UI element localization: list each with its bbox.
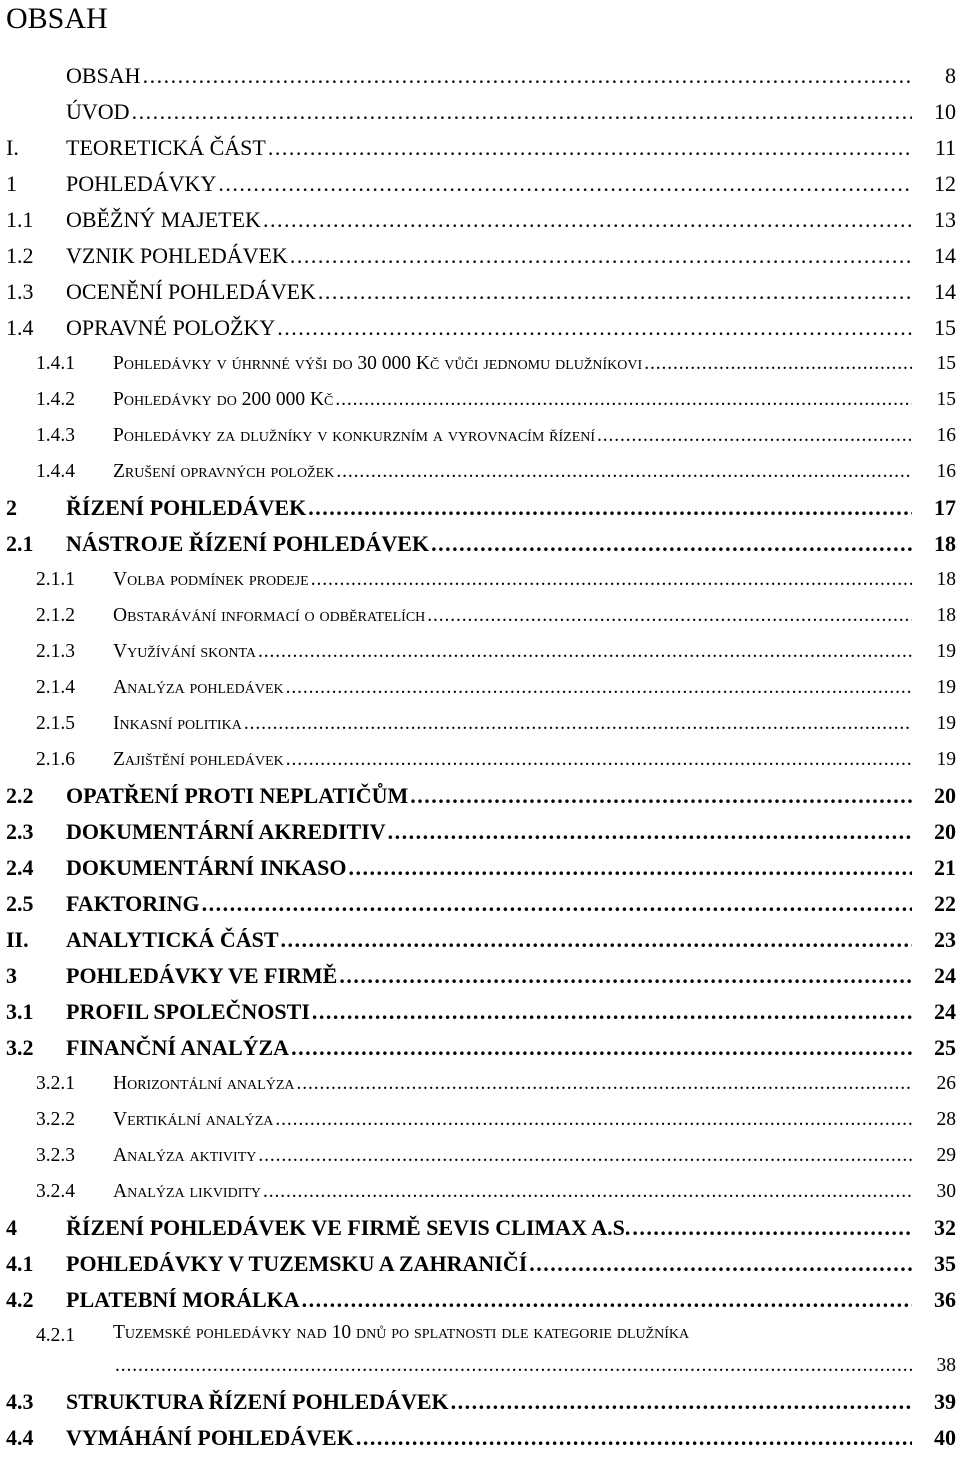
- toc-entry-title: OBSAH: [66, 63, 141, 88]
- dot-leader: [410, 778, 912, 814]
- toc-entry-page: 10: [934, 99, 956, 124]
- page-heading: OBSAH: [6, 2, 108, 35]
- toc-entry-page: 19: [936, 641, 956, 662]
- toc-entry-number: 4.4: [6, 1425, 34, 1450]
- toc-entry[interactable]: [0, 94, 960, 130]
- dot-leader: [291, 1030, 912, 1066]
- toc-entry-title: Pohledávky za dlužníky v konkurzním a vyrovnacím řízení: [113, 425, 596, 446]
- toc-entry-page: 15: [934, 315, 956, 340]
- dot-leader: [218, 166, 912, 202]
- toc-entry[interactable]: [0, 778, 960, 814]
- dot-leader: [244, 706, 912, 742]
- toc-entry-page: 19: [936, 677, 956, 698]
- dot-leader: [311, 562, 912, 598]
- toc-entry-number: 2.5: [6, 891, 34, 916]
- toc-entry-page: 36: [934, 1287, 956, 1312]
- toc-entry[interactable]: [0, 1102, 960, 1138]
- toc-entry-title: Inkasní politika: [113, 713, 242, 734]
- toc-entry[interactable]: [0, 670, 960, 706]
- toc-entry[interactable]: [0, 454, 960, 490]
- toc-entry-number: 4.1: [6, 1251, 34, 1276]
- toc-entry-page: 12: [934, 171, 956, 196]
- toc-entry[interactable]: [0, 562, 960, 598]
- dot-leader: [427, 598, 912, 634]
- toc-entry-title: Analýza likvidity: [113, 1181, 262, 1202]
- toc-entry-number: 3.2.1: [36, 1073, 75, 1094]
- toc-entry-page: 20: [934, 819, 956, 844]
- toc-entry-number: 1.4.3: [36, 425, 75, 446]
- toc-entry-page: 16: [936, 425, 956, 446]
- toc-entry[interactable]: [0, 598, 960, 634]
- dot-leader: [275, 1102, 912, 1138]
- toc-entry-number: 2.3: [6, 819, 34, 844]
- dot-leader: [268, 130, 912, 166]
- toc-entry-number: 3.2: [6, 1035, 34, 1060]
- toc-entry-number: 1.4.1: [36, 353, 75, 374]
- toc-entry-title: TEORETICKÁ ČÁST: [66, 135, 266, 160]
- toc-entry[interactable]: [0, 922, 960, 958]
- dot-leader: [644, 346, 912, 382]
- toc-entry[interactable]: [0, 346, 960, 382]
- toc-entry[interactable]: [0, 130, 960, 166]
- toc-entry-number: 1.4.4: [36, 461, 75, 482]
- toc-entry-page: 28: [936, 1109, 956, 1130]
- toc-entry[interactable]: [0, 418, 960, 454]
- dot-leader: [263, 1174, 912, 1210]
- toc-entry-number: 1.4.2: [36, 389, 75, 410]
- toc-entry-page: 14: [934, 279, 956, 304]
- toc-entry-page: 25: [934, 1035, 956, 1060]
- dot-leader: [263, 202, 912, 238]
- toc-entry-page: 19: [936, 713, 956, 734]
- toc-entry-title: Horizontální analýza: [113, 1073, 295, 1094]
- toc-entry-title: Pohledávky v úhrnné výši do 30 000 Kč vůči jednomu dlužníkovi: [113, 353, 643, 374]
- toc-entry-page: 24: [934, 999, 956, 1024]
- toc-entry-number: 3.2.4: [36, 1181, 75, 1202]
- toc-entry[interactable]: [0, 706, 960, 742]
- toc-entry-number: 2.1.2: [36, 605, 75, 626]
- toc-entry-title: POHLEDÁVKY VE FIRMĚ: [66, 963, 338, 988]
- toc-entry[interactable]: [0, 1246, 960, 1282]
- toc-entry-number: 2.2: [6, 783, 34, 808]
- toc-entry-page: 8: [945, 63, 956, 88]
- toc-entry-number: 1.3: [6, 279, 34, 304]
- toc-entry-page: 18: [936, 569, 956, 590]
- dot-leader: [339, 958, 912, 994]
- toc-entry-title: OCENĚNÍ POHLEDÁVEK: [66, 279, 316, 304]
- toc-entry-page: 16: [936, 461, 956, 482]
- toc-entry[interactable]: [0, 1138, 960, 1174]
- toc-entry-number: 2.1.5: [36, 713, 75, 734]
- toc-entry-page: 30: [936, 1181, 956, 1202]
- dot-leader: [286, 670, 912, 706]
- toc-entry-number: 2.1.6: [36, 749, 75, 770]
- toc-entry-title: STRUKTURA ŘÍZENÍ POHLEDÁVEK: [66, 1389, 449, 1414]
- dot-leader: [296, 1066, 912, 1102]
- toc-entry-number: 2: [6, 495, 17, 520]
- toc-entry-number: 4.2.1: [36, 1325, 75, 1346]
- toc-entry-title: POHLEDÁVKY: [66, 171, 217, 196]
- toc-entry-title: PLATEBNÍ MORÁLKA: [66, 1287, 300, 1312]
- toc-entry-title: Zajištění pohledávek: [113, 749, 284, 770]
- toc-entry-number: 1: [6, 171, 17, 196]
- toc-entry-page: 19: [936, 749, 956, 770]
- toc-entry-page: 13: [934, 207, 956, 232]
- toc-entry-number: 1.1: [6, 207, 34, 232]
- dot-leader: [258, 1138, 912, 1174]
- toc-entry-page: 35: [934, 1251, 956, 1276]
- toc-entry-number: 4.3: [6, 1389, 34, 1414]
- toc-entry-number: II.: [6, 927, 29, 952]
- dot-leader: [132, 94, 912, 130]
- dot-leader: [258, 634, 912, 670]
- toc-entry[interactable]: [0, 1318, 960, 1382]
- toc-entry[interactable]: [0, 1210, 960, 1246]
- toc-entry-title: ŘÍZENÍ POHLEDÁVEK: [66, 495, 307, 520]
- toc-entry-title: Obstarávání informací o odběratelích: [113, 605, 426, 626]
- toc-entry-title: POHLEDÁVKY V TUZEMSKU A ZAHRANIČÍ: [66, 1251, 528, 1276]
- toc-entry-title: DOKUMENTÁRNÍ AKREDITIV: [66, 819, 386, 844]
- toc-entry-title: Pohledávky do 200 000 Kč: [113, 389, 334, 410]
- toc-entry-number: 3.2.2: [36, 1109, 75, 1130]
- toc-entry-title: Zrušení opravných položek: [113, 461, 335, 482]
- toc-entry-number: 2.4: [6, 855, 34, 880]
- dot-leader: [318, 274, 912, 310]
- toc-entry-page: 38: [936, 1355, 956, 1376]
- toc-entry-title: Volba podmínek prodeje: [113, 569, 309, 590]
- toc-entry-number: 1.2: [6, 243, 34, 268]
- toc-entry-title: Analýza pohledávek: [113, 677, 284, 698]
- toc-entry[interactable]: [0, 814, 960, 850]
- dot-leader: [143, 58, 912, 94]
- dot-leader: [290, 238, 912, 274]
- toc-entry-page: 22: [934, 891, 956, 916]
- dot-leader: [335, 382, 912, 418]
- toc-entry-number: 1.4: [6, 315, 34, 340]
- toc-entry-number: 3: [6, 963, 17, 988]
- toc-entry-number: 2.1.4: [36, 677, 75, 698]
- toc-entry-title: VZNIK POHLEDÁVEK: [66, 243, 288, 268]
- dot-leader: [431, 526, 912, 562]
- dot-leader: [281, 922, 912, 958]
- dot-leader: [336, 454, 912, 490]
- toc-entry[interactable]: [0, 850, 960, 886]
- toc-entry-number: 4.2: [6, 1287, 34, 1312]
- dot-leader: [451, 1384, 912, 1420]
- toc-entry-number: 2.1: [6, 531, 34, 556]
- toc-entry-number: 2.1.1: [36, 569, 75, 590]
- toc-entry-title: OPATŘENÍ PROTI NEPLATIČŮM: [66, 783, 409, 808]
- toc-entry[interactable]: [0, 886, 960, 922]
- toc-entry-title: NÁSTROJE ŘÍZENÍ POHLEDÁVEK: [66, 531, 430, 556]
- toc-entry[interactable]: [0, 1384, 960, 1420]
- dot-leader: [388, 814, 912, 850]
- toc-entry-page: 18: [934, 531, 956, 556]
- toc-entry-number: I.: [6, 135, 19, 160]
- dot-leader: [277, 310, 912, 346]
- toc-entry-title: FINANČNÍ ANALÝZA: [66, 1035, 290, 1060]
- toc-entry[interactable]: [0, 382, 960, 418]
- toc-entry[interactable]: [0, 238, 960, 274]
- dot-leader: [308, 490, 912, 526]
- toc-entry-title: PROFIL SPOLEČNOSTI: [66, 999, 310, 1024]
- toc-entry[interactable]: [0, 1066, 960, 1102]
- toc-entry[interactable]: [0, 742, 960, 778]
- toc-entry-title: Využívání skonta: [113, 641, 257, 662]
- toc-entry-page: 29: [936, 1145, 956, 1166]
- dot-leader: [312, 994, 912, 1030]
- dot-leader: [302, 1282, 912, 1318]
- dot-leader: [597, 418, 912, 454]
- toc-entry[interactable]: [0, 274, 960, 310]
- toc-entry-page: 23: [934, 927, 956, 952]
- toc-entry[interactable]: [0, 994, 960, 1030]
- toc-entry[interactable]: [0, 526, 960, 562]
- dot-leader: [529, 1246, 912, 1282]
- toc-entry-page: 24: [934, 963, 956, 988]
- dot-leader: [349, 850, 912, 886]
- toc-entry-title: VYMÁHÁNÍ POHLEDÁVEK: [66, 1425, 354, 1450]
- dot-leader: [356, 1420, 912, 1456]
- dot-leader: [115, 1355, 912, 1376]
- toc-entry-number: 3.2.3: [36, 1145, 75, 1166]
- toc-entry[interactable]: [0, 1030, 960, 1066]
- toc-entry-page: 32: [934, 1215, 956, 1240]
- toc-entry-title: ANALYTICKÁ ČÁST: [66, 927, 279, 952]
- toc-entry-page: 15: [936, 389, 956, 410]
- toc-entry-title: OBĚŽNÝ MAJETEK: [66, 207, 261, 232]
- toc-entry-title: ŘÍZENÍ POHLEDÁVEK VE FIRMĚ SEVIS CLIMAX A.S.: [66, 1215, 631, 1240]
- toc-entry-page: 15: [936, 353, 956, 374]
- toc-entry[interactable]: [0, 310, 960, 346]
- toc-entry-page: 40: [934, 1425, 956, 1450]
- toc-entry-title: Analýza aktivity: [113, 1145, 257, 1166]
- toc-entry[interactable]: [0, 1420, 960, 1456]
- toc-entry[interactable]: [0, 1282, 960, 1318]
- toc-entry-number: 4: [6, 1215, 17, 1240]
- toc-entry-page: 18: [936, 605, 956, 626]
- toc-entry[interactable]: [0, 202, 960, 238]
- toc-entry-page: 39: [934, 1389, 956, 1414]
- toc-entry-title: FAKTORING: [66, 891, 200, 916]
- toc-entry[interactable]: [0, 1174, 960, 1210]
- toc-entry-page: 26: [936, 1073, 956, 1094]
- toc-entry-page: 20: [934, 783, 956, 808]
- toc-entry-page: 11: [934, 135, 956, 160]
- toc-entry-page: 17: [934, 495, 956, 520]
- toc-entry[interactable]: [0, 166, 960, 202]
- toc-entry-title: OPRAVNÉ POLOŽKY: [66, 315, 276, 340]
- toc-entry[interactable]: [0, 490, 960, 526]
- toc-entry-number: 3.1: [6, 999, 34, 1024]
- toc-entry[interactable]: [0, 958, 960, 994]
- dot-leader: [632, 1210, 912, 1246]
- dot-leader: [286, 742, 912, 778]
- toc-entry[interactable]: [0, 634, 960, 670]
- toc-entry-title: DOKUMENTÁRNÍ INKASO: [66, 855, 347, 880]
- toc-entry-title: ÚVOD: [66, 99, 130, 124]
- toc-entry[interactable]: [0, 58, 960, 94]
- dot-leader: [202, 886, 912, 922]
- toc-entry-number: 2.1.3: [36, 641, 75, 662]
- toc-entry-page: 14: [934, 243, 956, 268]
- toc-entry-title: Tuzemské pohledávky nad 10 dnů po splatnosti dle kategorie dlužníka: [113, 1322, 690, 1343]
- toc-entry-title: Vertikální analýza: [113, 1109, 274, 1130]
- toc-entry-page: 21: [934, 855, 956, 880]
